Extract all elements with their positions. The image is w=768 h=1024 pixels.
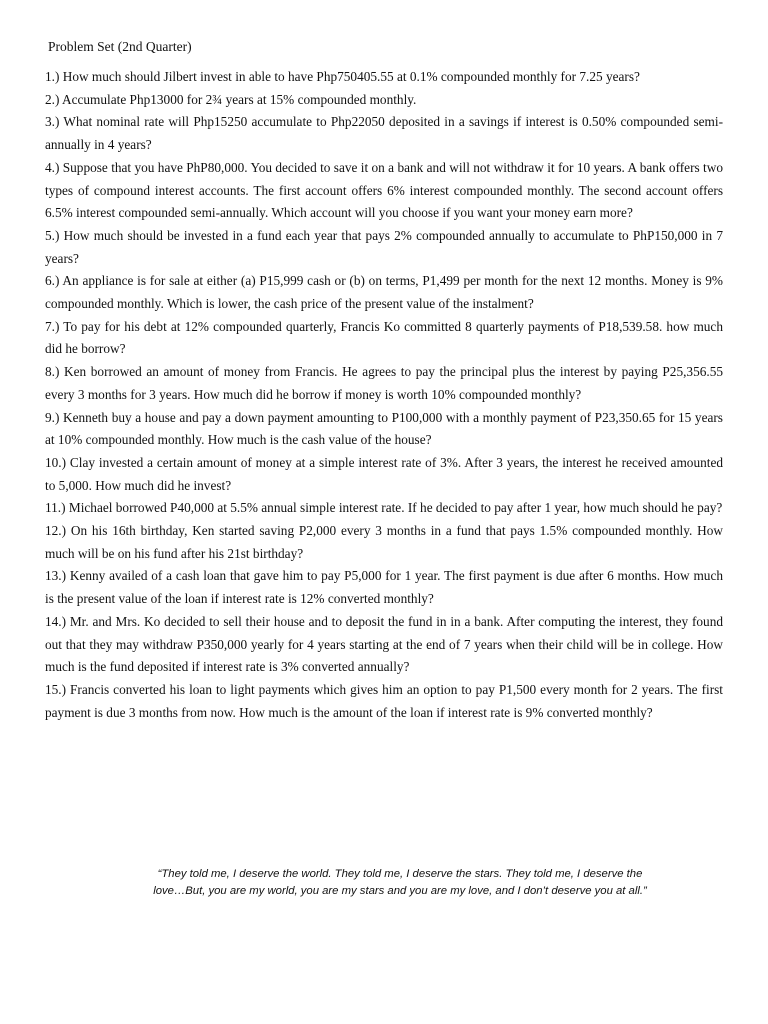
problem-1: 1.) How much should Jilbert invest in able to have Php750405.55 at 0.1% compounded monthly for 7.25 years? xyxy=(45,69,640,84)
problem-9: 9.) Kenneth buy a house and pay a down payment amounting to P100,000 with a monthly payment of P23,350.65 for 15 years at 10% compounded monthly. How much is the cash value of the house? xyxy=(45,409,723,448)
problem-12: 12.) On his 16th birthday, Ken started saving P2,000 every 3 months in a fund that pays 1.5% compounded monthly. How much will be on his fund after his 21st birthday? xyxy=(45,523,723,561)
page-title: Problem Set (2nd Quarter) xyxy=(48,39,192,54)
problem-2: 2.) Accumulate Php13000 for 2¾ years at 15% compounded monthly. xyxy=(45,91,417,107)
problem-6: 6.) An appliance is for sale at either (a) P15,999 cash or (b) on terms, P1,499 per month for the next 12 months. Money is 9% compounded monthly. Which is lower, the cash price of the present value of the instalment? xyxy=(45,273,723,312)
problem-5: 5.) How much should be invested in a fund each year that pays 2% compounded annually to accumulate to PhP150,000 in 7 years? xyxy=(45,227,723,266)
problem-15: 15.) Francis converted his loan to light payments which gives him an option to pay P1,500 every month for 2 years. The first payment is due 3 months from now. How much is the amount of the loan if interest rate is 9% converted monthly? xyxy=(45,681,723,720)
problem-14: 14.) Mr. and Mrs. Ko decided to sell their house and to deposit the fund in in a bank. After computing the interest, they found out that they may withdraw P350,000 yearly for 4 years starting at the end of 7 years when their child will be in college. How much is the fund deposited if interest rate is 3% converted annually? xyxy=(45,613,723,675)
problem-13: 13.) Kenny availed of a cash loan that gave him to pay P5,000 for 1 year. The first payment is due after 6 months. How much is the present value of the loan if interest rate is 12% converted monthly? xyxy=(45,568,723,607)
problem-3: 3.) What nominal rate will Php15250 accumulate to Php22050 deposited in a savings if interest is 0.50% compounded semi-annually in 4 years? xyxy=(45,114,723,153)
problem-4: 4.) Suppose that you have PhP80,000. You decided to save it on a bank and will not withdraw it for 10 years. A bank offers two types of compound interest accounts. The first account offers 6% interest compounded monthly. The second account offers 6.5% interest compounded semi-annually. Which account will you choose if you want your money earn more? xyxy=(45,159,723,221)
closing-quote: “They told me, I deserve the world. They told me, I deserve the stars. They told me, I deserve the love…But, you are my world, you are my stars and you are my love, and I don’t deserve you at all.” xyxy=(153,868,647,898)
problem-list xyxy=(45,66,723,724)
problem-8: 8.) Ken borrowed an amount of money from Francis. He agrees to pay the principal plus the interest by paying P25,356.55 every 3 months for 3 years. How much did he borrow if money is worth 10% compounded monthly? xyxy=(45,364,723,402)
problem-7: 7.) To pay for his debt at 12% compounded quarterly, Francis Ko committed 8 quarterly payments of P18,539.58. how much did he borrow? xyxy=(45,318,723,357)
problem-10: 10.) Clay invested a certain amount of money at a simple interest rate of 3%. After 3 years, the interest he received amounted to 5,000. How much did he invest? xyxy=(45,454,723,493)
problem-11: 11.) Michael borrowed P40,000 at 5.5% annual simple interest rate. If he decided to pay after 1 year, how much should he pay? xyxy=(45,500,723,516)
